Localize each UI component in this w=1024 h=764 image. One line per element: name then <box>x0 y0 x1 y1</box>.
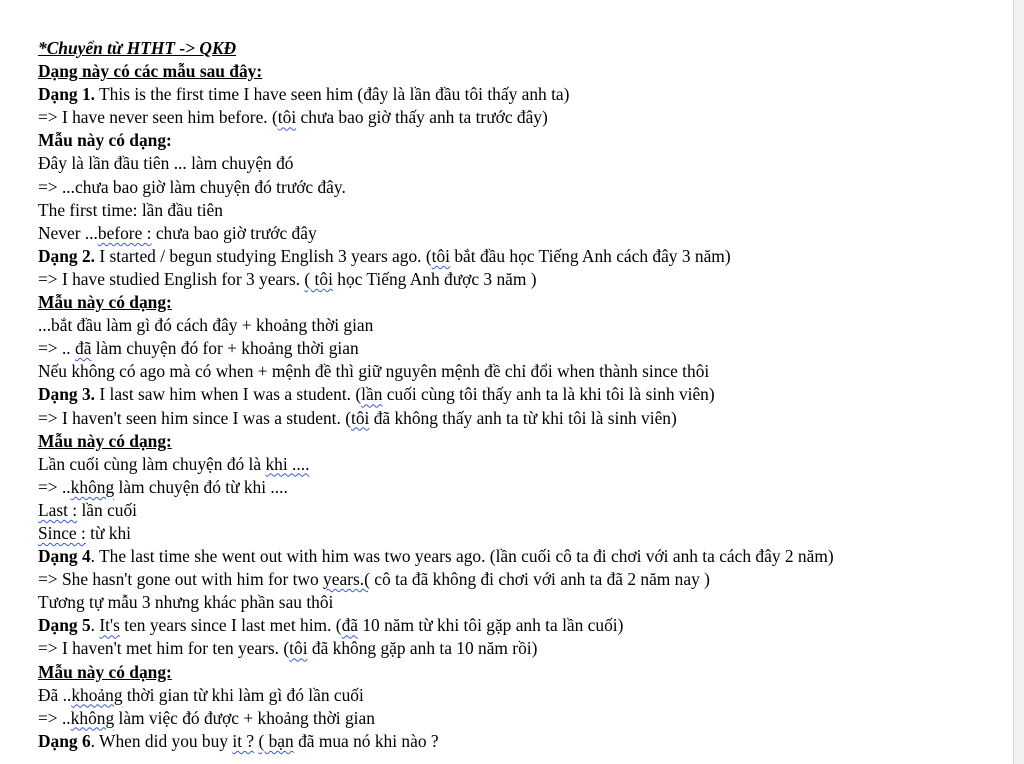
dang5-text-b: ten years since I last met him. ( <box>119 615 342 636</box>
dang6-text-a: . When did you buy <box>90 730 233 751</box>
dang5-answer <box>38 637 1008 660</box>
dang2-pattern-2-a: => .. <box>38 338 76 359</box>
dang3-vocab-2-sq: Since : <box>38 522 86 543</box>
dang3-pattern-1 <box>38 453 1008 476</box>
dang1-line <box>38 83 1008 106</box>
dang2-text-b: bắt đầu học Tiếng Anh cách đây 3 năm) <box>450 245 731 266</box>
dang3-text-sq: lần <box>361 384 383 405</box>
dang6-line <box>38 730 1008 753</box>
dang1-answer-b: chưa bao giờ thấy anh ta trước đây) <box>296 107 548 128</box>
dang2-pattern-2-b: làm chuyện đó for + khoảng thời gian <box>91 338 359 359</box>
dang3-text-b: cuối cùng tôi thấy anh ta là khi tôi là sinh viên) <box>382 384 715 405</box>
dang3-answer <box>38 407 1008 430</box>
dang5-text-sq2: đã <box>341 615 358 636</box>
dang5-label: Dạng 5 <box>38 615 91 636</box>
dang5-pattern-1-a: Đã .. <box>38 684 72 705</box>
dang3-answer-a: => I haven't seen him since I was a student. ( <box>38 407 351 428</box>
dang2-answer-sq: ( tôi <box>304 268 333 289</box>
dang3-label: Dạng 3. <box>38 384 96 405</box>
dang1-vocab-1: The first time: lần đầu tiên <box>38 199 223 220</box>
dang1-pattern-2: => ...chưa bao giờ làm chuyện đó trước đây. <box>38 176 346 197</box>
dang5-pattern-1 <box>38 684 1008 707</box>
dang3-pattern-2-b: làm chuyện đó từ khi .... <box>114 476 288 497</box>
document-body <box>38 37 1008 753</box>
dang1-answer-sq: tôi <box>277 107 297 128</box>
dang2-note: Nếu không có ago mà có when + mệnh đề thì giữ nguyên mệnh đề chỉ đổi when thành since thôi <box>38 361 710 382</box>
dang2-line <box>38 245 1008 268</box>
dang3-vocab-1-sq: Last : <box>38 499 78 520</box>
dang4-answer-a: => She hasn't gone out with him for two <box>38 569 324 590</box>
dang5-pattern-2-b: làm việc đó được + khoảng thời gian <box>114 707 375 728</box>
dang5-answer-b: đã không gặp anh ta 10 năm rồi) <box>307 638 538 659</box>
dang5-text-c: 10 năm từ khi tôi gặp anh ta lần cuối) <box>358 615 624 636</box>
dang1-text: This is the first time I have seen him (đây là lần đầu tôi thấy anh ta) <box>95 84 570 105</box>
dang2-answer <box>38 268 1008 291</box>
dang5-text-a: . <box>90 615 100 636</box>
dang2-text-sq: tôi <box>431 245 451 266</box>
dang3-pattern-2-a: => .. <box>38 476 71 497</box>
dang5-pattern-2-a: => .. <box>38 707 71 728</box>
dang2-pattern-2 <box>38 337 1008 360</box>
dang1-answer-a: => I have never seen him before. ( <box>38 107 278 128</box>
dang1-vocab-2-sq: before : <box>97 222 152 243</box>
dang3-answer-b: đã không thấy anh ta từ khi tôi là sinh viên) <box>369 407 677 428</box>
dang4-note: Tương tự mẫu 3 nhưng khác phần sau thôi <box>38 592 334 613</box>
document-title: *Chuyển từ HTHT -> QKĐ <box>38 38 237 58</box>
dang5-pattern-1-b: thời gian từ khi làm gì đó lần cuối <box>122 684 364 705</box>
dang5-answer-a: => I haven't met him for ten years. ( <box>38 638 290 659</box>
dang3-pattern-2-sq: không <box>70 476 115 497</box>
dang3-pattern-1-sq: khi .... <box>265 453 310 474</box>
dang1-answer <box>38 106 1008 129</box>
dang3-pattern-2 <box>38 476 1008 499</box>
dang2-pattern-title: Mẫu này có dạng: <box>38 292 172 313</box>
dang5-pattern-2-sq: không <box>70 707 115 728</box>
dang3-vocab-1-b: lần cuối <box>77 499 138 520</box>
dang4-answer-sq: years.( <box>323 569 370 590</box>
dang1-vocab-2 <box>38 222 1008 245</box>
dang3-vocab-2 <box>38 522 1008 545</box>
dang2-pattern-2-sq: đã <box>75 338 92 359</box>
dang2-pattern-1: ...bắt đầu làm gì đó cách đây + khoảng thời gian <box>38 315 374 336</box>
dang6-text-sq2: ( bạn <box>258 730 294 751</box>
dang3-pattern-title: Mẫu này có dạng: <box>38 430 172 451</box>
dang1-pattern-1: Đây là lần đầu tiên ... làm chuyện đó <box>38 153 294 174</box>
dang5-pattern-title: Mẫu này có dạng: <box>38 661 172 682</box>
dang5-pattern-2 <box>38 707 1008 730</box>
dang5-text-sq: It's <box>99 615 120 636</box>
dang2-answer-b: học Tiếng Anh được 3 năm ) <box>332 268 537 289</box>
dang6-label: Dạng 6 <box>38 730 91 751</box>
dang1-vocab-2-a: Never ... <box>38 222 98 243</box>
dang1-label: Dạng 1. <box>38 84 96 105</box>
dang4-answer <box>38 568 1008 591</box>
dang3-text-a: I last saw him when I was a student. ( <box>95 384 362 405</box>
dang3-vocab-2-b: từ khi <box>85 522 132 543</box>
page-right-edge <box>1013 0 1024 764</box>
dang2-text-a: I started / begun studying English 3 years ago. ( <box>95 245 432 266</box>
dang3-line <box>38 383 1008 406</box>
dang3-answer-sq: tôi <box>351 407 370 428</box>
dang4-answer-b: cô ta đã không đi chơi với anh ta đã 2 năm nay ) <box>369 569 710 590</box>
dang5-pattern-1-sq: khoảng <box>71 684 123 705</box>
dang3-vocab-1 <box>38 499 1008 522</box>
dang1-pattern-title: Mẫu này có dạng: <box>38 130 172 151</box>
dang4-label: Dạng 4 <box>38 546 91 567</box>
dang6-text-sq: it ? <box>232 730 255 751</box>
dang6-text-c: đã mua nó khi nào ? <box>293 730 439 751</box>
dang5-line <box>38 614 1008 637</box>
dang2-answer-a: => I have studied English for 3 years. <box>38 268 305 289</box>
dang4-line <box>38 545 1008 568</box>
dang3-pattern-1-a: Lần cuối cùng làm chuyện đó là <box>38 453 266 474</box>
dang5-answer-sq: tôi <box>289 638 308 659</box>
dang2-label: Dạng 2. <box>38 245 96 266</box>
dang1-vocab-2-b: chưa bao giờ trước đây <box>151 222 317 243</box>
dang4-text: . The last time she went out with him was two years ago. (lần cuối cô ta đi chơi với anh ta cách đây 2 năm) <box>90 546 834 567</box>
intro-heading: Dạng này có các mẫu sau đây: <box>38 61 263 82</box>
